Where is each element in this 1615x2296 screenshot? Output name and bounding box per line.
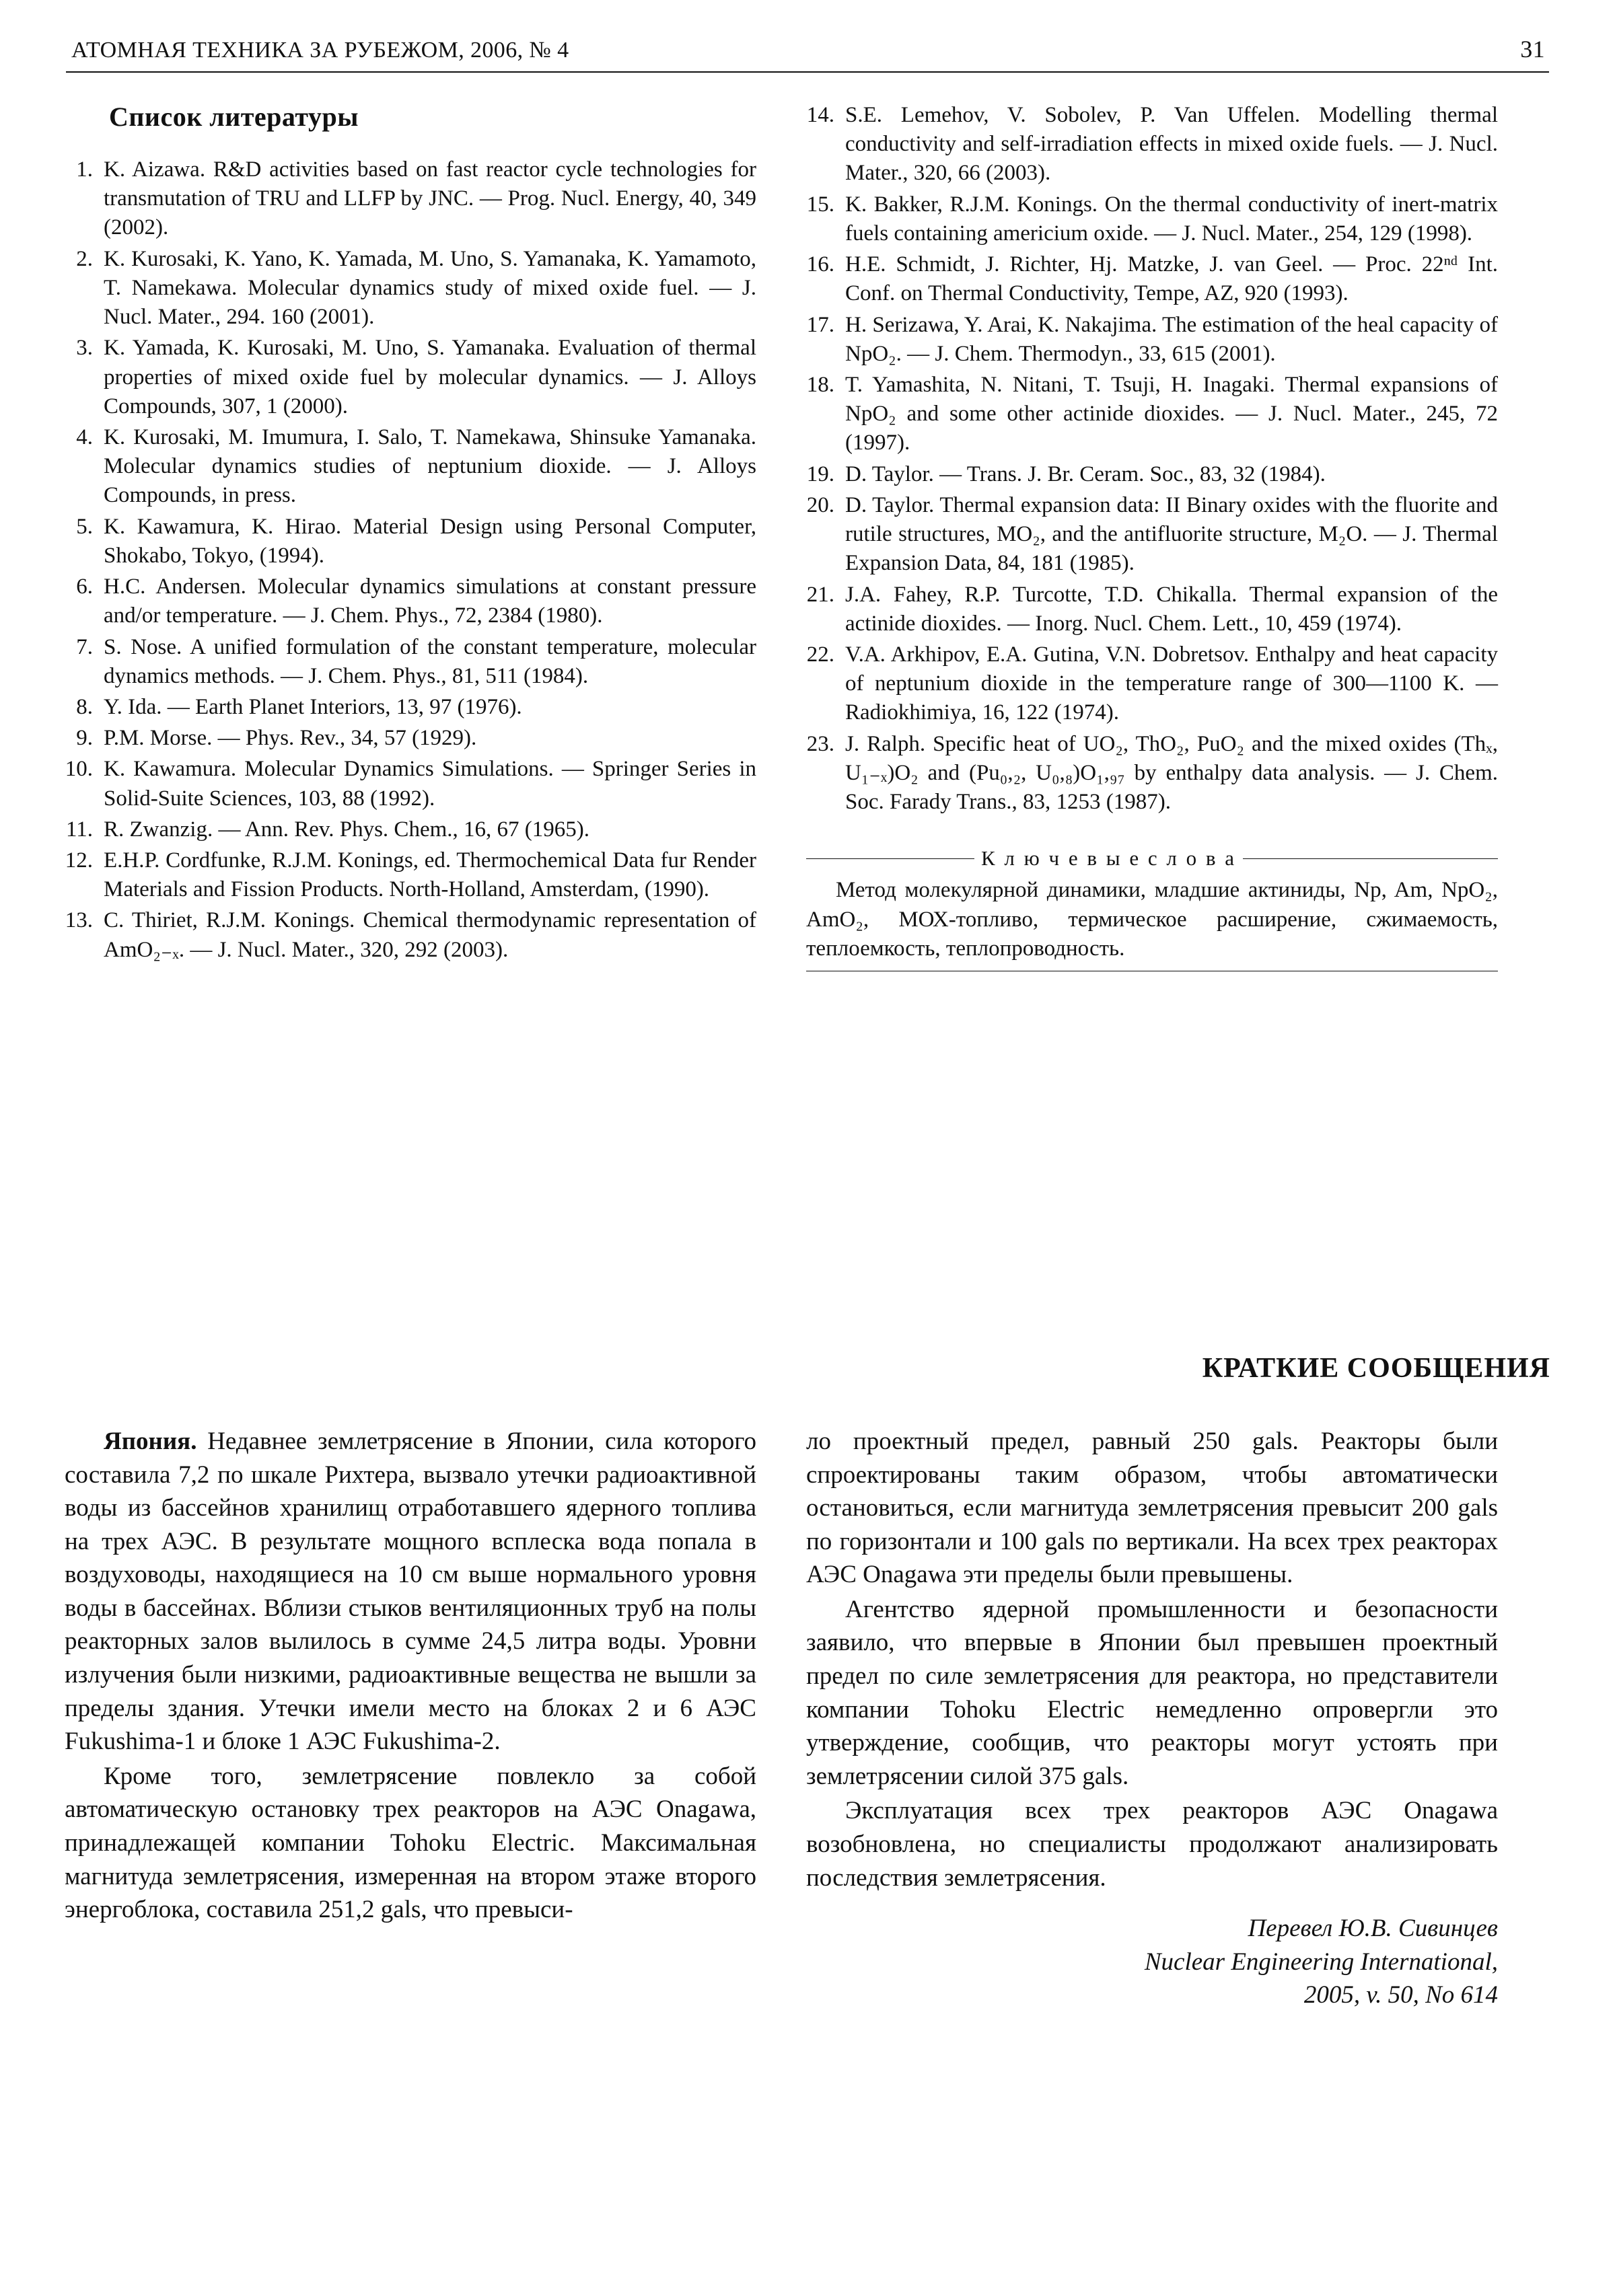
reference-number: 15. [806, 192, 834, 217]
reference-text: V.A. Arkhipov, E.A. Gutina, V.N. Dobretsov. Enthalpy and heat capacity of neptunium dioxide in the temperature range of 300—1100 K. — Radiokhimiya, 16, 122 (1974). [845, 642, 1498, 725]
reference-item [65, 724, 756, 753]
reference-text: K. Aizawa. R&D activities based on fast reactor cycle technologies for transmutation of TRU and LLFP by JNC. — Prog. Nucl. Energy, 40, 349 (2002). [104, 157, 756, 240]
brief-news-section [65, 1352, 1550, 2012]
reference-list-right [806, 101, 1498, 817]
reference-text: H.C. Andersen. Molecular dynamics simulations at constant pressure and/or temperature. — J. Chem. Phys., 72, 2384 (1980). [104, 575, 756, 628]
reference-text: D. Taylor. Thermal expansion data: II Binary oxides with the fluorite and rutile structures, MO₂, and the antifluorite structure, M₂O. — J. Thermal Expansion Data, 84, 181 (1985). [845, 492, 1498, 576]
reference-number: 20. [806, 492, 834, 517]
brief-news-columns [65, 1425, 1550, 2012]
reference-number: 19. [806, 461, 834, 486]
reference-number: 16. [806, 252, 834, 277]
brief-left-column [65, 1425, 756, 2012]
reference-item [806, 250, 1498, 308]
keywords-rule-right [1243, 858, 1498, 859]
reference-number: 2. [76, 246, 93, 271]
reference-number: 8. [76, 694, 93, 719]
reference-text: J. Ralph. Specific heat of UO₂, ThO₂, PuO₂ and the mixed oxides (Thₓ, U₁₋ₓ)O₂ and (Pu₀,₂, U₀,₈)O₁,₉₇ by enthalpy data analysis. — J. Chem. Soc. Farady Trans., 83, 1253 (1987). [845, 731, 1498, 815]
reference-text: H.E. Schmidt, J. Richter, Hj. Matzke, J. van Geel. — Proc. 22ⁿᵈ Int. Conf. on Thermal Conductivity, Tempe, AZ, 920 (1993). [845, 252, 1498, 306]
right-column [806, 101, 1498, 977]
reference-text: K. Kurosaki, K. Yano, K. Yamada, M. Uno, S. Yamanaka, K. Yamamoto, T. Namekawa. Molecular dynamics study of mixed oxide fuel. — J. Nucl. Mater., 294. 160 (2001). [104, 246, 756, 330]
reference-item [65, 155, 756, 243]
brief-paragraph: Агентство ядерной промышленности и безопасности заявило, что впервые в Японии был превышен проектный предел по силе землетрясения для реактора, но представители компании Tohoku Electric немедленно опровергли это утверждение, сообщив, что реакторы могут устоять при землетрясении силой 375 gals. [806, 1595, 1498, 1790]
reference-number: 17. [806, 312, 834, 337]
signature-block [806, 1912, 1498, 2012]
reference-item [806, 460, 1498, 489]
reference-text: P.M. Morse. — Phys. Rev., 34, 57 (1929). [104, 726, 477, 751]
source-issue: 2005, v. 50, No 614 [1303, 1981, 1498, 2009]
reference-text: K. Kawamura, K. Hirao. Material Design using Personal Computer, Shokabo, Tokyo, (1994). [104, 514, 756, 568]
reference-text: E.H.P. Cordfunke, R.J.M. Konings, ed. Thermochemical Data fur Render Materials and Fission Products. North-Holland, Amsterdam, (1990). [104, 848, 756, 902]
reference-item [65, 846, 756, 904]
reference-number: 22. [806, 642, 834, 667]
reference-number: 23. [806, 731, 834, 756]
reference-text: S. Nose. A unified formulation of the constant temperature, molecular dynamics methods. — J. Chem. Phys., 81, 511 (1984). [104, 634, 756, 688]
translator-credit: Перевел Ю.В. Сивинцев [1248, 1915, 1498, 1943]
reference-item [65, 815, 756, 844]
reference-text: R. Zwanzig. — Ann. Rev. Phys. Chem., 16, 67 (1965). [104, 817, 589, 842]
keywords-heading-row [806, 846, 1498, 871]
brief-right-column [806, 1425, 1498, 2012]
source-title: Nuclear Engineering International, [1144, 1948, 1498, 1976]
reference-number: 14. [806, 103, 834, 127]
reference-item [65, 906, 756, 964]
reference-item [806, 311, 1498, 369]
reference-item [65, 513, 756, 570]
brief-paragraph: ло проектный предел, равный 250 gals. Реакторы были спроектированы таким образом, чтобы автоматически остановиться, если магнитуда землетрясения превысит 200 gals по горизонтали и 100 gals по вертикали. На всех трех реакторах АЭС Onagawa эти пределы были превышены. [806, 1428, 1498, 1589]
reference-number: 6. [76, 575, 93, 599]
brief-news-title: КРАТКИЕ СООБЩЕНИЯ [1202, 1353, 1550, 1384]
reference-item [806, 491, 1498, 579]
reference-text: H. Serizawa, Y. Arai, K. Nakajima. The estimation of the heal capacity of NpO₂. — J. Chem. Thermodyn., 33, 615 (2001). [845, 312, 1498, 366]
reference-item [806, 101, 1498, 188]
references-title: Список литературы [109, 102, 359, 132]
journal-title: АТОМНАЯ ТЕХНИКА ЗА РУБЕЖОМ, 2006, № 4 [71, 38, 569, 63]
reference-text: C. Thiriet, R.J.M. Konings. Chemical thermodynamic representation of AmO₂₋ₓ. — J. Nucl. Mater., 320, 292 (2003). [104, 908, 756, 962]
keywords-rule-left [806, 858, 974, 859]
reference-item [65, 572, 756, 630]
keywords-block [806, 846, 1498, 971]
reference-item [806, 190, 1498, 248]
reference-number: 21. [806, 582, 834, 607]
reference-text: K. Kurosaki, M. Imumura, I. Salo, T. Namekawa, Shinsuke Yamanaka. Molecular dynamics studies of neptunium dioxide. — J. Alloys Compounds, in press. [104, 424, 756, 508]
reference-text: K. Bakker, R.J.M. Konings. On the thermal conductivity of inert-matrix fuels containing americium oxide. — J. Nucl. Mater., 254, 129 (1998). [845, 192, 1498, 246]
reference-item [65, 423, 756, 511]
brief-paragraph: Эксплуатация всех трех реакторов АЭС Onagawa возобновлена, но специалисты продолжают анализировать последствия землетрясения. [806, 1797, 1498, 1892]
reference-columns [65, 101, 1550, 977]
reference-number: 4. [76, 424, 93, 449]
reference-item [806, 640, 1498, 728]
reference-number: 9. [76, 726, 93, 751]
reference-text: K. Kawamura. Molecular Dynamics Simulations. — Springer Series in Solid-Suite Sciences, 103, 88 (1992). [104, 757, 756, 811]
reference-item [65, 245, 756, 332]
reference-number: 13. [65, 908, 93, 933]
brief-paragraph: Кроме того, землетрясение повлекло за собой автоматическую остановку трех реакторов на АЭС Onagawa, принадлежащей компании Tohoku Electric. Максимальная магнитуда землетрясения, измеренная на втором этаже второго энергоблока, составила 251,2 gals, что превыси- [65, 1762, 756, 1924]
brief-paragraph-text: Недавнее землетрясение в Японии, сила которого составила 7,2 по шкале Рихтера, вызвало утечки радиоактивной воды из бассейнов хранилищ отработавшего ядерного топлива на трех АЭС. В результате мощного всплеска вода попала в воздуховоды, находящиеся на 10 см выше нормального уровня воды в бассейнах. Вблизи стыков вентиляционных труб на полы реакторных залов вылилось в сумме 24,5 литра воды. Уровни излучения были низкими, радиоактивные вещества не вышли за пределы здания. Утечки имели место на блоках 2 и 6 АЭС Fukushima-1 и блоке 1 АЭС Fukushima-2. [65, 1428, 756, 1756]
keywords-text: Метод молекулярной динамики, младшие актиниды, Np, Am, NpO₂, AmO₂, МОХ-топливо, термическое расширение, сжимаемость, теплоемкость, теплопроводность. [806, 878, 1498, 961]
reference-item [806, 371, 1498, 458]
country-label: Япония. [104, 1428, 197, 1455]
reference-text: K. Yamada, K. Kurosaki, M. Uno, S. Yamanaka. Evaluation of thermal properties of mixed oxide fuel by molecular dynamics. — J. Alloys Compounds, 307, 1 (2000). [104, 336, 756, 418]
reference-item [65, 755, 756, 813]
reference-number: 10. [65, 757, 93, 782]
reference-text: T. Yamashita, N. Nitani, T. Tsuji, H. Inagaki. Thermal expansions of NpO₂ and some other actinide dioxides. — J. Nucl. Mater., 245, 72 (1997). [845, 372, 1498, 455]
reference-item [806, 730, 1498, 817]
keywords-heading: К л ю ч е в ы е с л о в а [981, 846, 1237, 871]
running-head [65, 35, 1550, 63]
left-column [65, 101, 756, 977]
header-rule [66, 71, 1549, 73]
reference-text: J.A. Fahey, R.P. Turcotte, T.D. Chikalla. Thermal expansion of the actinide dioxides. — Inorg. Nucl. Chem. Lett., 10, 459 (1974). [845, 582, 1498, 636]
reference-item [806, 581, 1498, 638]
reference-number: 3. [76, 336, 93, 361]
reference-item [65, 693, 756, 722]
reference-number: 18. [806, 372, 834, 397]
reference-number: 7. [76, 634, 93, 659]
reference-text: Y. Ida. — Earth Planet Interiors, 13, 97 (1976). [104, 694, 522, 719]
reference-list-left [65, 155, 756, 965]
brief-paragraph [65, 1425, 756, 1758]
reference-text: S.E. Lemehov, V. Sobolev, P. Van Uffelen. Modelling thermal conductivity and self-irradiation effects in mixed oxide fuels. — J. Nucl. Mater., 320, 66 (2003). [845, 103, 1498, 186]
page-number: 31 [1520, 36, 1545, 63]
reference-text: D. Taylor. — Trans. J. Br. Ceram. Soc., 83, 32 (1984). [845, 461, 1326, 486]
reference-item [65, 633, 756, 691]
reference-number: 11. [65, 817, 93, 842]
reference-number: 12. [65, 848, 93, 873]
reference-item [65, 334, 756, 421]
reference-number: 5. [76, 514, 93, 539]
reference-number: 1. [76, 157, 93, 182]
